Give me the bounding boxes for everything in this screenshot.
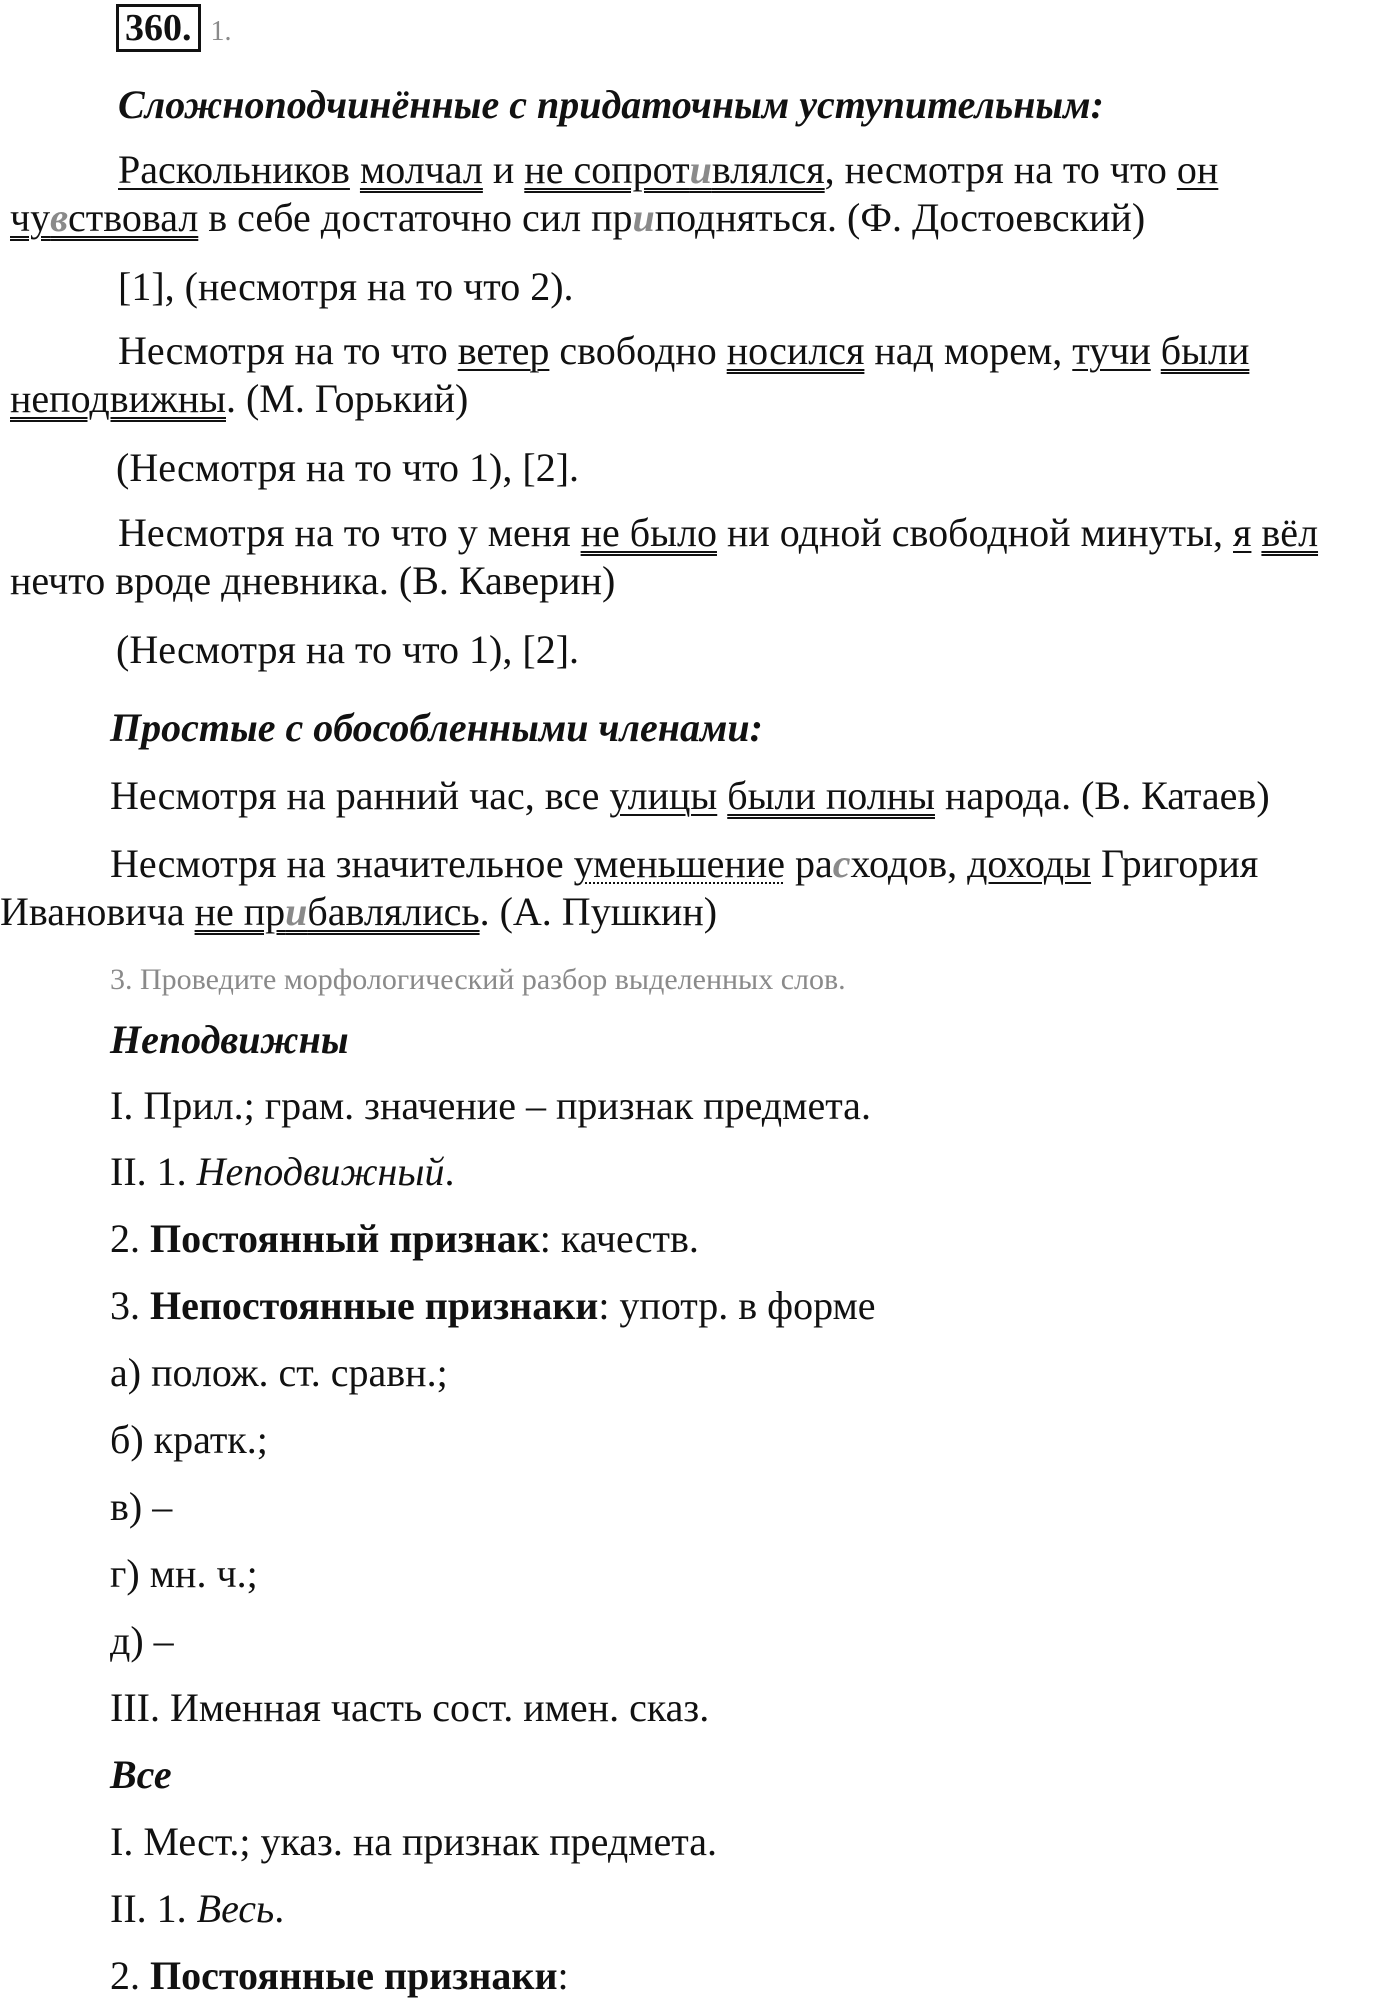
analysis-2-line: II. 1. Весь. xyxy=(110,1886,285,1931)
predicate: не прибавлялись xyxy=(194,889,480,934)
predicate: носился xyxy=(726,328,865,373)
sentence-1-line-2: чувствовал в себе достаточно сил приподняться. (Ф. Достоевский) xyxy=(10,195,1146,240)
scheme-2: (Несмотря на то что 1), [2]. xyxy=(116,445,580,490)
exercise-number: 360. xyxy=(116,4,201,52)
analysis-1-line: г) мн. ч.; xyxy=(110,1551,258,1596)
subject: улицы xyxy=(609,773,718,818)
analysis-1-line: II. 1. Неподвижный. xyxy=(110,1149,455,1194)
vowel-highlight: с xyxy=(832,841,851,886)
subject: он xyxy=(1176,147,1219,192)
subject: ветер xyxy=(457,328,550,373)
sentence-2-line-2: неподвижны. (М. Горький) xyxy=(10,376,469,421)
sentence-1-line-1: Раскольников молчал и не сопротивлялся, несмотря на то что он xyxy=(118,147,1219,192)
heading-concessive: Сложноподчинённые с придаточным уступительным: xyxy=(118,82,1104,127)
analysis-1-line: 2. Постоянный признак: качеств. xyxy=(110,1216,699,1261)
subject: я xyxy=(1233,510,1252,555)
analysis-1-line: д) – xyxy=(110,1618,174,1663)
subject: Раскольников xyxy=(118,147,350,192)
analysis-2-line: I. Мест.; указ. на признак предмета. xyxy=(110,1819,717,1864)
vowel-highlight: и xyxy=(285,889,308,934)
analysis-1-line: III. Именная часть сост. имен. сказ. xyxy=(110,1685,710,1730)
scheme-1: [1], (несмотря на то что 2). xyxy=(118,264,574,309)
heading-simple: Простые с обособленными членами: xyxy=(110,705,763,750)
sentence-4: Несмотря на ранний час, все улицы были полны народа. (В. Катаев) xyxy=(110,773,1270,818)
analysis-word-1-title: Неподвижны xyxy=(110,1017,349,1062)
analysis-word-2-title: Все xyxy=(110,1752,172,1797)
vowel-highlight: в xyxy=(50,195,68,240)
predicate: неподвижны xyxy=(10,376,226,421)
analysis-2-line: 2. Постоянные признаки: xyxy=(110,1953,569,1998)
predicate: вёл xyxy=(1261,510,1319,555)
analysis-1-line: а) полож. ст. сравн.; xyxy=(110,1350,448,1395)
sentence-5-line-2: Ивановича не прибавлялись. (А. Пушкин) xyxy=(0,889,718,934)
sentence-3-line-2: нечто вроде дневника. (В. Каверин) xyxy=(10,558,616,603)
scheme-3: (Несмотря на то что 1), [2]. xyxy=(116,627,580,672)
vowel-highlight: и xyxy=(689,147,712,192)
analysis-1-line: в) – xyxy=(110,1484,173,1529)
predicate: не было xyxy=(580,510,717,555)
subject: доходы xyxy=(967,841,1091,886)
sentence-2-line-1: Несмотря на то что ветер свободно носился над морем, тучи были xyxy=(118,328,1250,373)
subject: тучи xyxy=(1072,328,1151,373)
analysis-1-line: I. Прил.; грам. значение – признак предмета. xyxy=(110,1083,871,1128)
exercise-header xyxy=(116,2,232,57)
predicate: молчал xyxy=(359,147,483,192)
predicate: не сопротивлялся xyxy=(524,147,825,192)
analysis-1-line: б) кратк.; xyxy=(110,1417,268,1462)
analysis-1-line: 3. Непостоянные признаки: употр. в форме xyxy=(110,1283,876,1328)
task-3: 3. Проведите морфологический разбор выделенных слов. xyxy=(110,963,846,996)
vowel-highlight: и xyxy=(632,195,655,240)
predicate: чувствовал xyxy=(10,195,199,240)
predicate: были полны xyxy=(727,773,935,818)
task-number-1: 1. xyxy=(210,16,232,47)
sentence-5-line-1: Несмотря на значительное уменьшение расходов, доходы Григория xyxy=(110,841,1259,886)
sentence-3-line-1: Несмотря на то что у меня не было ни одной свободной минуты, я вёл xyxy=(118,510,1319,555)
adverbial: уменьшение xyxy=(573,841,785,886)
predicate: были xyxy=(1160,328,1250,373)
